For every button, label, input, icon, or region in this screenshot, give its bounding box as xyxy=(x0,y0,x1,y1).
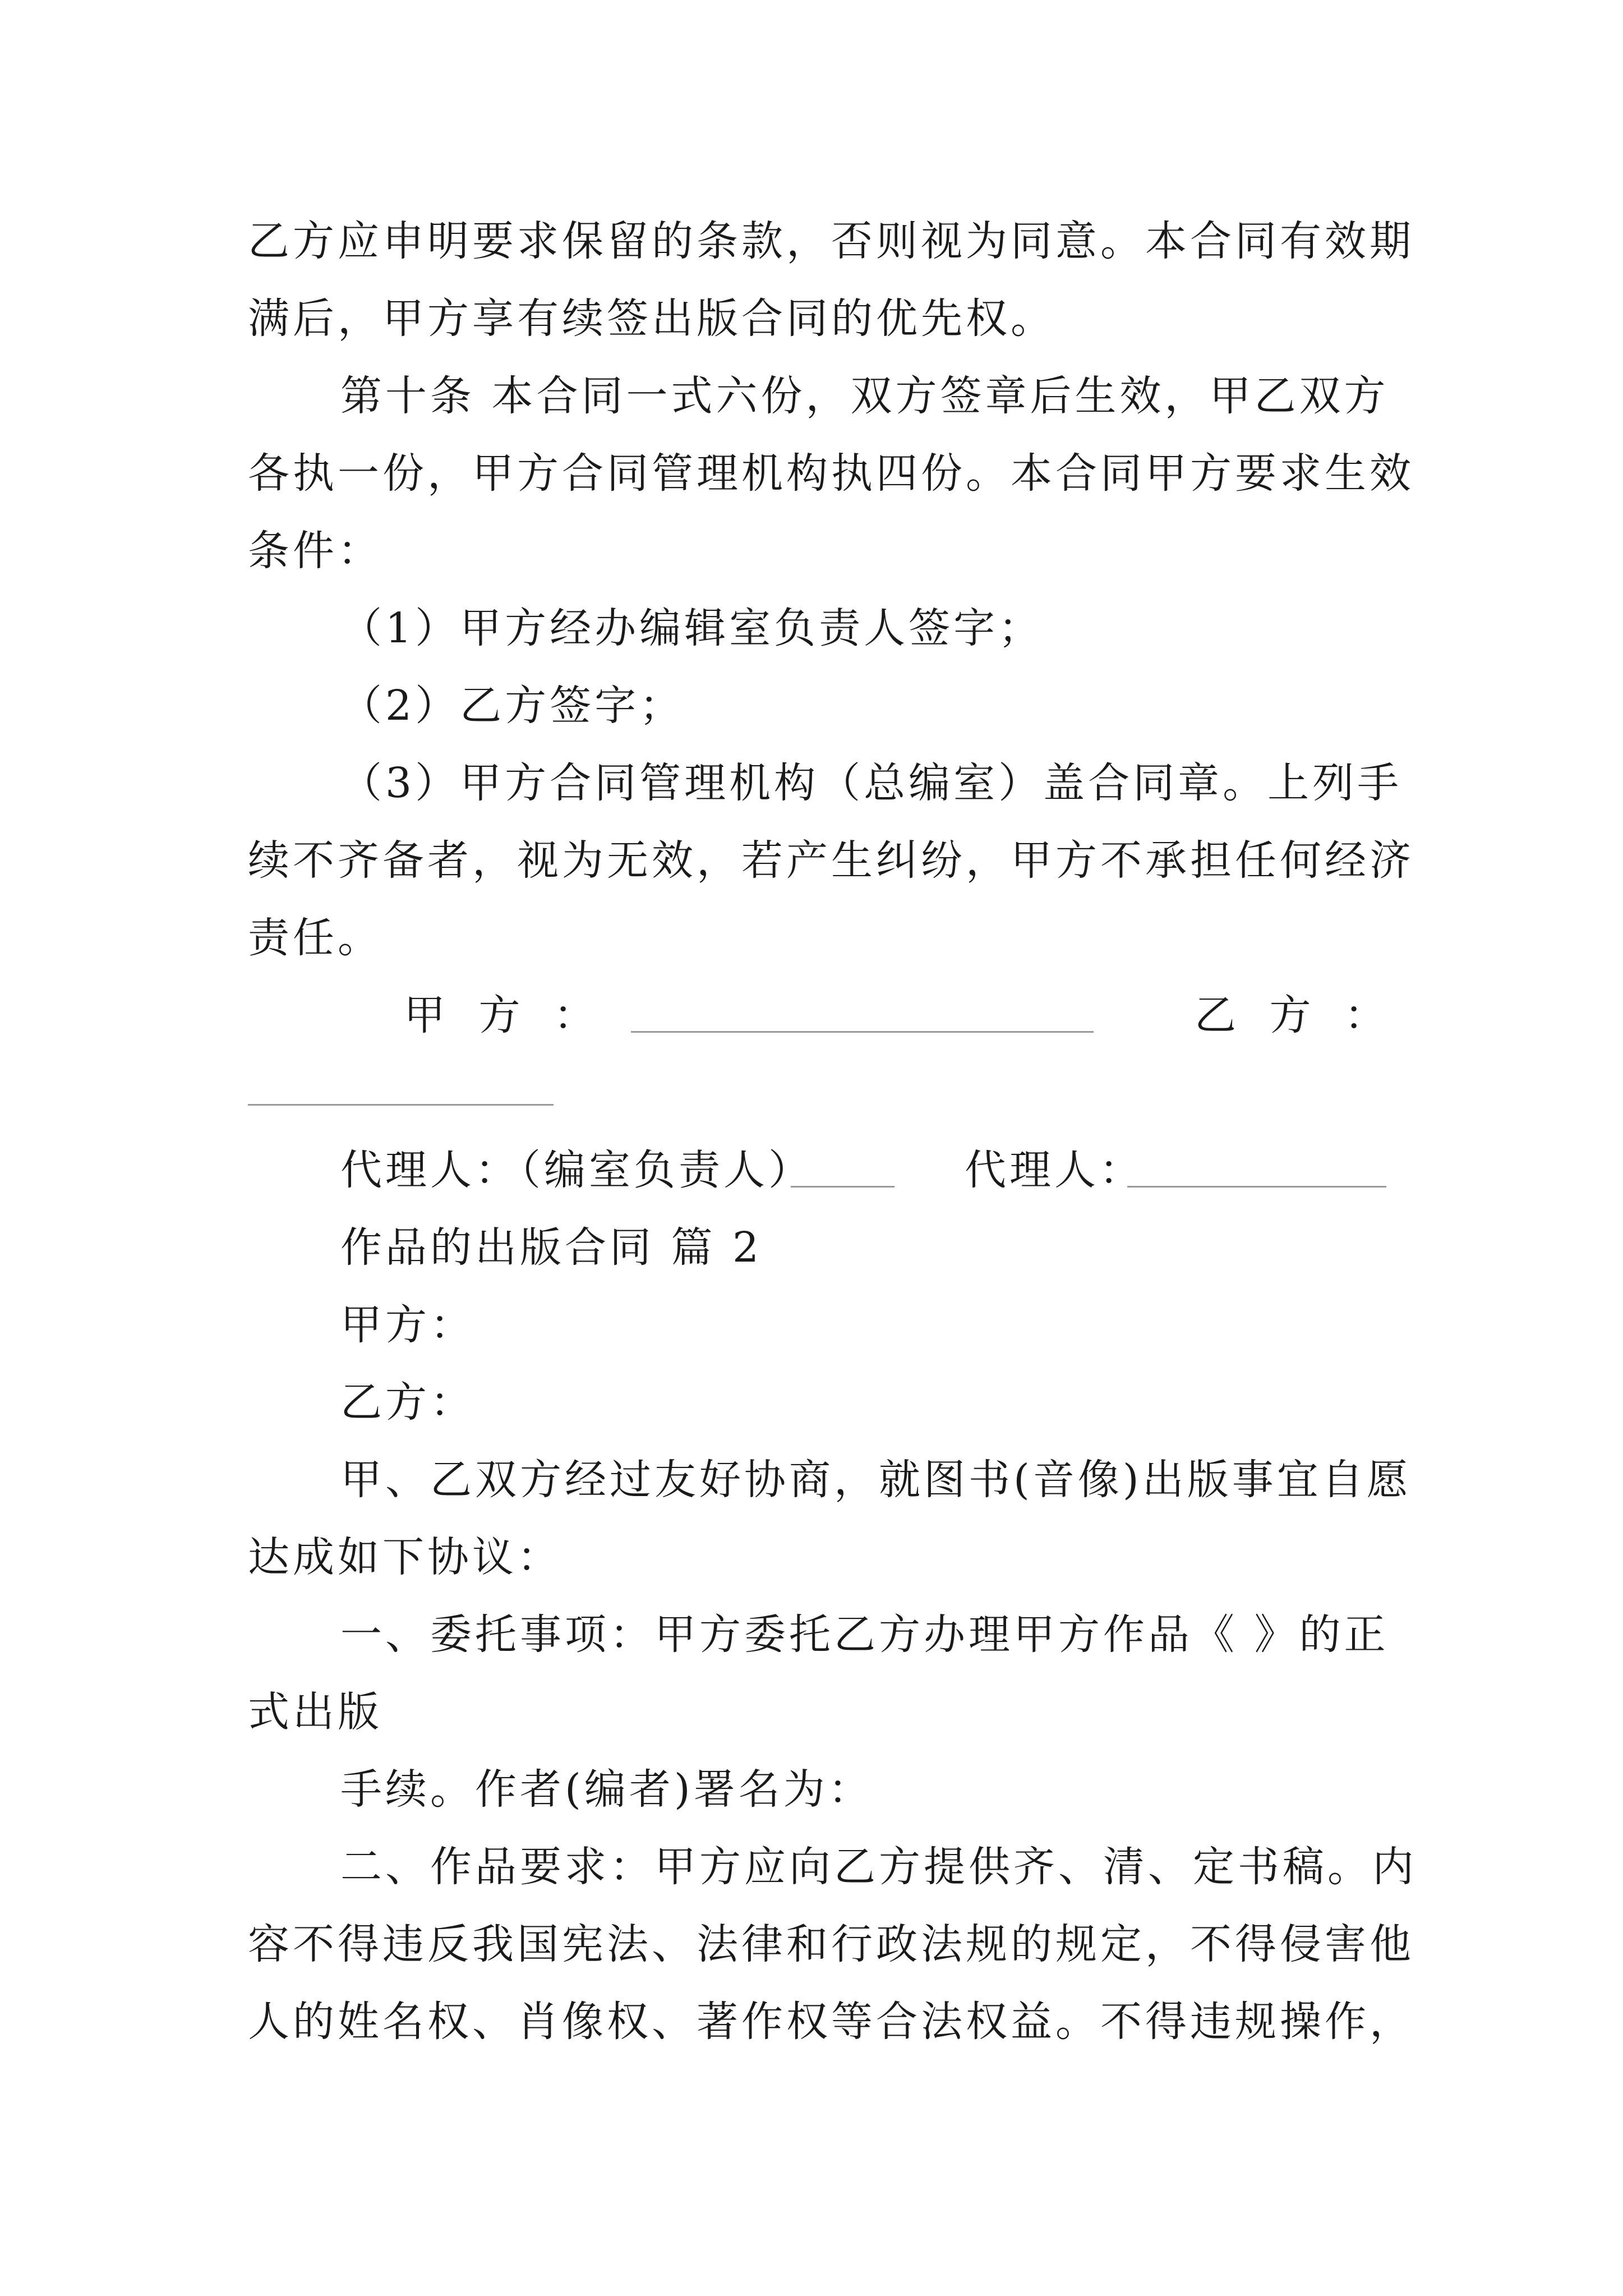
paragraph-line: 续不齐备者，视为无效，若产生纠纷，甲方不承担任何经济 xyxy=(248,836,1414,885)
agent-b-signature-line xyxy=(1127,1186,1386,1188)
agent-b-label: 代理人： xyxy=(965,1146,1144,1194)
paragraph-line: 二、作品要求：甲方应向乙方提供齐、清、定书稿。内 xyxy=(340,1843,1417,1891)
paragraph-line: 条件： xyxy=(248,527,382,575)
agent-a-signature-line xyxy=(791,1186,895,1188)
paragraph-line: 容不得违反我国宪法、法律和行政法规的规定，不得侵害他 xyxy=(248,1920,1414,1968)
paragraph-line: 第十条 本合同一式六份，双方签章后生效，甲乙双方 xyxy=(340,372,1389,420)
paragraph-line: 人的姓名权、肖像权、著作权等合法权益。不得违规操作， xyxy=(248,1998,1414,2046)
list-item: （1）甲方经办编辑室负责人签字； xyxy=(340,604,1044,652)
paragraph-line: 各执一份，甲方合同管理机构执四份。本合同甲方要求生效 xyxy=(248,449,1414,498)
list-item: （2）乙方签字； xyxy=(340,682,685,730)
paragraph-line: 式出版 xyxy=(248,1688,382,1736)
party-a-signature-line xyxy=(631,1031,1094,1033)
agent-a-label: 代理人：（编室负责人） xyxy=(340,1146,813,1194)
party-b-line: 乙方： xyxy=(340,1378,475,1427)
paragraph-line: 满后，甲方享有续签出版合同的优先权。 xyxy=(248,295,1055,343)
party-a-line: 甲方： xyxy=(340,1301,475,1349)
paragraph-line: 乙方应申明要求保留的条款，否则视为同意。本合同有效期 xyxy=(248,217,1414,265)
list-item: （3）甲方合同管理机构（总编室）盖合同章。上列手 xyxy=(340,759,1403,807)
paragraph-line: 达成如下协议： xyxy=(248,1533,562,1581)
party-a-signature-label: 甲 方 ： xyxy=(404,991,606,1039)
section-title: 作品的出版合同 篇 2 xyxy=(340,1223,763,1272)
paragraph-line: 一、委托事项：甲方委托乙方办理甲方作品《 》的正 xyxy=(340,1611,1389,1659)
paragraph-line: 甲、乙双方经过友好协商，就图书(音像)出版事宜自愿 xyxy=(340,1456,1412,1504)
paragraph-line: 手续。作者(编者)署名为： xyxy=(340,1765,873,1814)
party-b-signature-line xyxy=(248,1104,554,1106)
paragraph-line: 责任。 xyxy=(248,914,382,962)
party-b-signature-label: 乙 方 ： xyxy=(1195,991,1396,1039)
